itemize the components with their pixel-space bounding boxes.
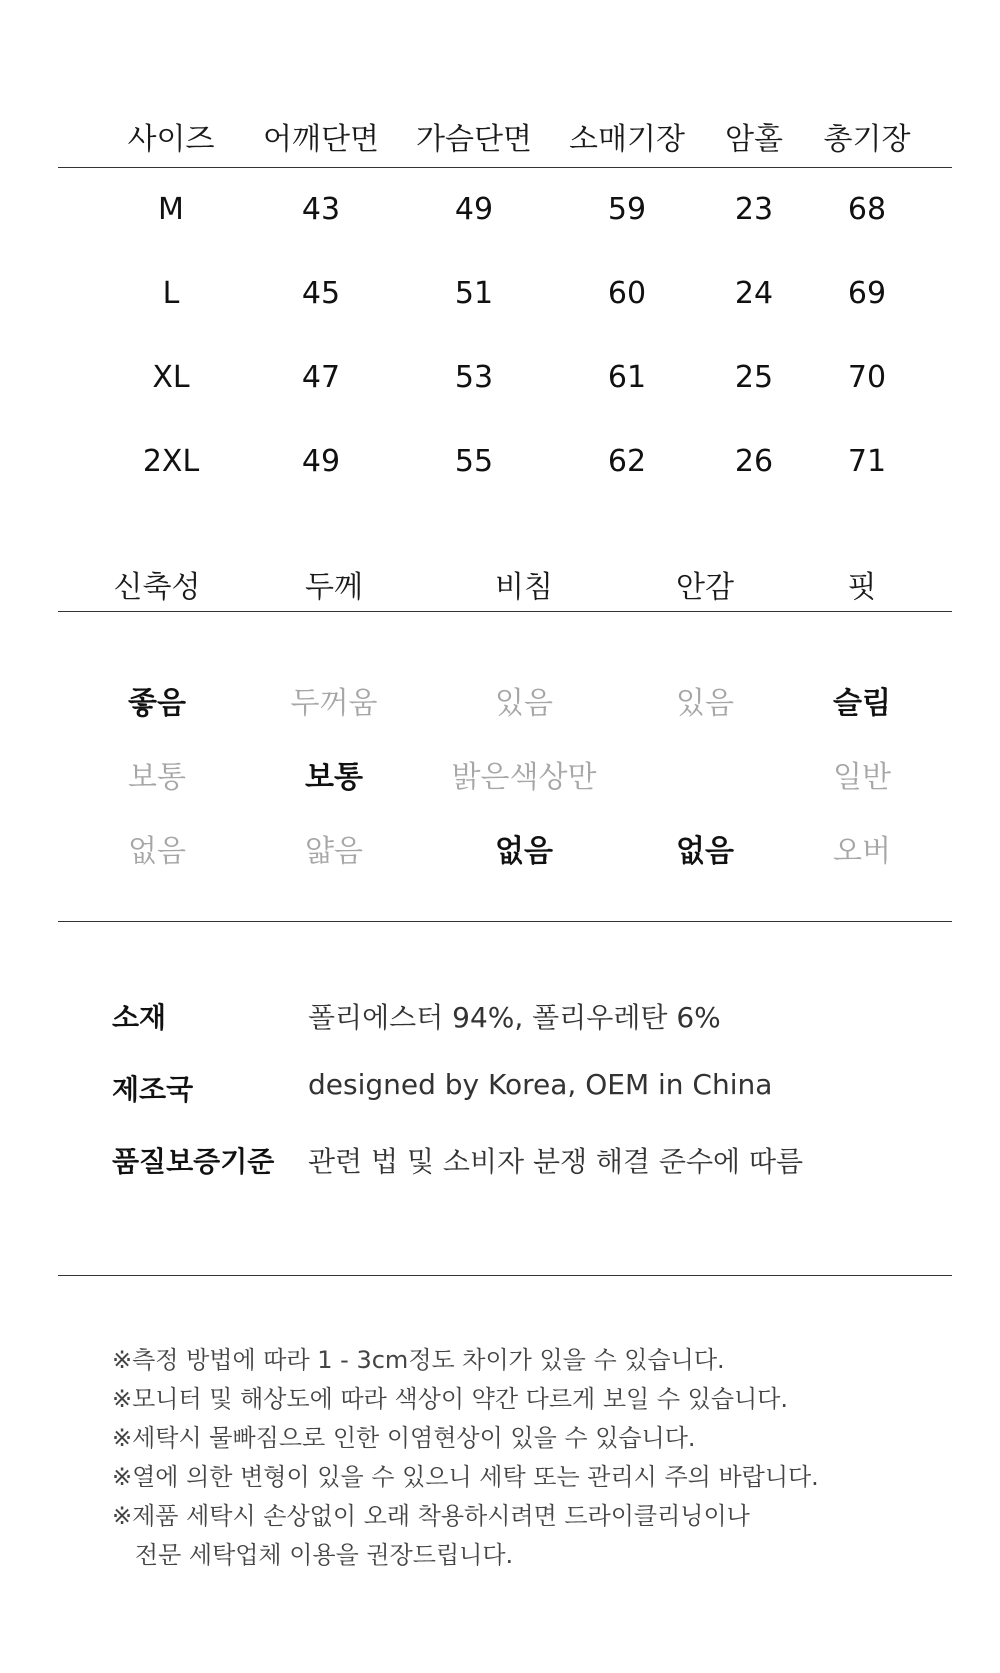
table-row-cell: 49	[301, 444, 341, 479]
thickness-option: 보통	[305, 760, 363, 795]
table-row-cell: 60	[607, 276, 647, 311]
size-header: 사이즈	[127, 122, 215, 157]
material-value: 폴리에스터 94%, 폴리우레탄 6%	[308, 1001, 721, 1034]
thickness-option: 두꺼움	[290, 686, 378, 721]
table-row-cell: 62	[607, 444, 647, 479]
table-row-cell: XL	[152, 360, 190, 395]
table-row-cell: 45	[301, 276, 341, 311]
lining-option: 없음	[676, 834, 734, 869]
table-row-cell: 59	[607, 192, 647, 227]
origin-value: designed by Korea, OEM in China	[308, 1068, 773, 1101]
table-row-cell: 49	[454, 192, 494, 227]
note-line: ※측정 방법에 따라 1 - 3cm정도 차이가 있을 수 있습니다.	[112, 1346, 725, 1374]
warranty-value: 관련 법 및 소비자 분쟁 해결 준수에 따름	[308, 1145, 804, 1178]
table-row-cell: 24	[734, 276, 774, 311]
table-row-cell: L	[162, 276, 180, 311]
fit-option: 일반	[833, 760, 891, 795]
lining-header: 안감	[676, 570, 734, 605]
table-row-cell: 69	[847, 276, 887, 311]
section-divider	[58, 921, 952, 922]
table-row-cell: 55	[454, 444, 494, 479]
sheerness-option: 밝은색상만	[451, 760, 597, 795]
table-row-cell: 61	[607, 360, 647, 395]
sheerness-option: 없음	[495, 834, 553, 869]
thickness-option: 얇음	[305, 834, 363, 869]
sheerness-option: 있음	[495, 686, 553, 721]
table-row-cell: 68	[847, 192, 887, 227]
warranty-label: 품질보증기준	[112, 1145, 275, 1178]
feature-table-divider	[58, 611, 952, 612]
stretch-option: 보통	[128, 760, 186, 795]
armhole-header: 암홀	[725, 122, 783, 157]
stretch-option: 좋음	[128, 686, 186, 721]
stretch-header: 신축성	[113, 570, 201, 605]
table-row-cell: 71	[847, 444, 887, 479]
note-line: 전문 세탁업체 이용을 권장드립니다.	[112, 1541, 514, 1569]
table-row-cell: 70	[847, 360, 887, 395]
table-row-cell: 43	[301, 192, 341, 227]
fit-option: 오버	[833, 834, 891, 869]
sheerness-header: 비침	[495, 570, 553, 605]
table-row-cell: 2XL	[142, 444, 200, 479]
section-divider	[58, 1275, 952, 1276]
table-row-cell: 26	[734, 444, 774, 479]
lining-option: 있음	[676, 686, 734, 721]
fit-header: 핏	[847, 570, 877, 605]
note-line: ※모니터 및 해상도에 따라 색상이 약간 다르게 보일 수 있습니다.	[112, 1385, 788, 1413]
note-line: ※열에 의한 변형이 있을 수 있으니 세탁 또는 관리시 주의 바랍니다.	[112, 1463, 819, 1491]
shoulder-header: 어깨단면	[263, 122, 379, 157]
size-table-divider	[58, 167, 952, 168]
origin-label: 제조국	[112, 1073, 194, 1106]
table-row-cell: 53	[454, 360, 494, 395]
length-header: 총기장	[823, 122, 911, 157]
table-row-cell: 23	[734, 192, 774, 227]
chest-header: 가슴단면	[416, 122, 532, 157]
sleeve-header: 소매기장	[569, 122, 685, 157]
table-row-cell: 51	[454, 276, 494, 311]
fit-option: 슬림	[833, 686, 891, 721]
note-line: ※세탁시 물빠짐으로 인한 이염현상이 있을 수 있습니다.	[112, 1424, 696, 1452]
table-row-cell: M	[158, 192, 184, 227]
table-row-cell: 47	[301, 360, 341, 395]
thickness-header: 두께	[305, 570, 363, 605]
material-label: 소재	[112, 1001, 167, 1034]
note-line: ※제품 세탁시 손상없이 오래 착용하시려면 드라이클리닝이나	[112, 1502, 750, 1530]
table-row-cell: 25	[734, 360, 774, 395]
stretch-option: 없음	[128, 834, 186, 869]
